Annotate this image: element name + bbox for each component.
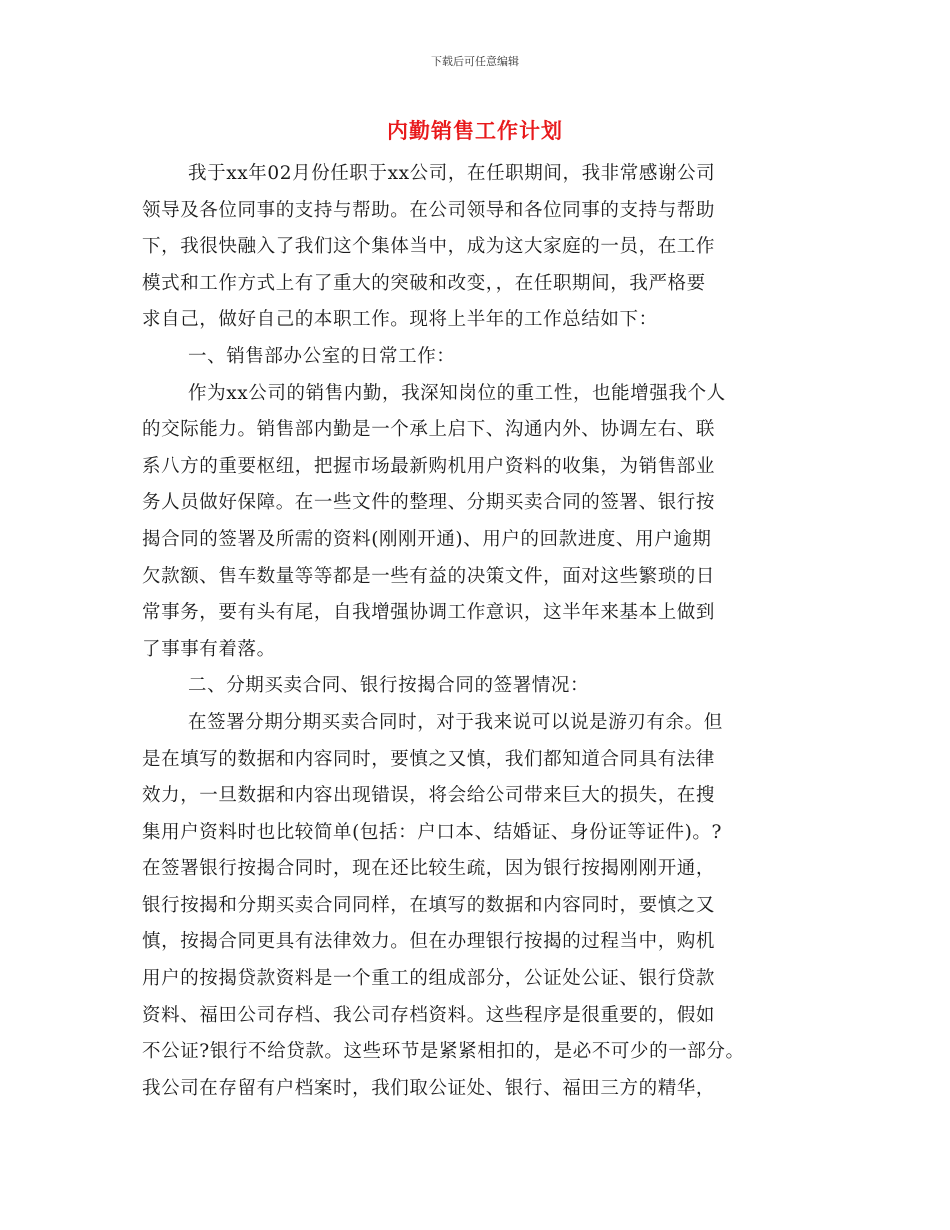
body-line: 在签署银行按揭合同时，现在还比较生疏，因为银行按揭刚刚开通， — [142, 858, 716, 880]
body-line: 银行按揭和分期买卖合同同样，在填写的数据和内容同时，要慎之又 — [142, 894, 716, 916]
body-line: 是在填写的数据和内容同时，要慎之又慎，我们都知道合同具有法律 — [142, 748, 716, 770]
document-body — [142, 156, 832, 1107]
section-heading: 一、销售部办公室的日常工作： — [188, 345, 456, 367]
body-line: 慎，按揭合同更具有法律效力。但在办理银行按揭的过程当中，购机 — [142, 931, 716, 953]
body-line: 了事事有着落。 — [142, 638, 276, 660]
body-line: 不公证?银行不给贷款。这些环节是紧紧相扣的，是必不可少的一部分。 — [142, 1041, 745, 1063]
document-title: 内勤销售工作计划 — [387, 119, 563, 143]
header-note: 下载后可任意编辑 — [431, 55, 519, 68]
body-line: 的交际能力。销售部内勤是一个承上启下、沟通内外、协调左右、联 — [142, 419, 716, 441]
body-line: 下，我很快融入了我们这个集体当中，成为这大家庭的一员，在工作 — [142, 236, 716, 258]
body-line: 模式和工作方式上有了重大的突破和改变，，在任职期间，我严格要 — [142, 272, 706, 294]
body-line: 资料、福田公司存档、我公司存档资料。这些程序是很重要的，假如 — [142, 1004, 716, 1026]
body-line: 我公司在存留有户档案时，我们取公证处、银行、福田三方的精华， — [142, 1077, 716, 1099]
body-line: 欠款额、售车数量等等都是一些有益的决策文件，面对这些繁琐的日 — [142, 565, 716, 587]
body-line: 常事务，要有头有尾，自我增强协调工作意识，这半年来基本上做到 — [142, 602, 716, 624]
body-line: 系八方的重要枢纽，把握市场最新购机用户资料的收集，为销售部业 — [142, 455, 716, 477]
body-line: 集用户资料时也比较简单(包括：户口本、结婚证、身份证等证件)。? — [142, 821, 723, 843]
body-line: 务人员做好保障。在一些文件的整理、分期买卖合同的签署、银行按 — [142, 492, 716, 514]
body-line: 效力，一旦数据和内容出现错误，将会给公司带来巨大的损失，在搜 — [142, 785, 716, 807]
section-heading: 二、分期买卖合同、银行按揭合同的签署情况： — [188, 675, 590, 697]
body-line: 作为xx公司的销售内勤，我深知岗位的重工性，也能增强我个人 — [188, 382, 726, 404]
body-line: 求自己，做好自己的本职工作。现将上半年的工作总结如下： — [142, 309, 658, 331]
body-line: 在签署分期分期买卖合同时，对于我来说可以说是游刃有余。但 — [188, 711, 723, 733]
body-line: 领导及各位同事的支持与帮助。在公司领导和各位同事的支持与帮助 — [142, 199, 716, 221]
body-line: 我于xx年02月份任职于xx公司，在任职期间，我非常感谢公司 — [188, 163, 716, 184]
body-line: 用户的按揭贷款资料是一个重工的组成部分，公证处公证、银行贷款 — [142, 968, 716, 990]
body-line: 揭合同的签署及所需的资料(刚刚开通)、用户的回款进度、用户逾期 — [142, 528, 712, 550]
